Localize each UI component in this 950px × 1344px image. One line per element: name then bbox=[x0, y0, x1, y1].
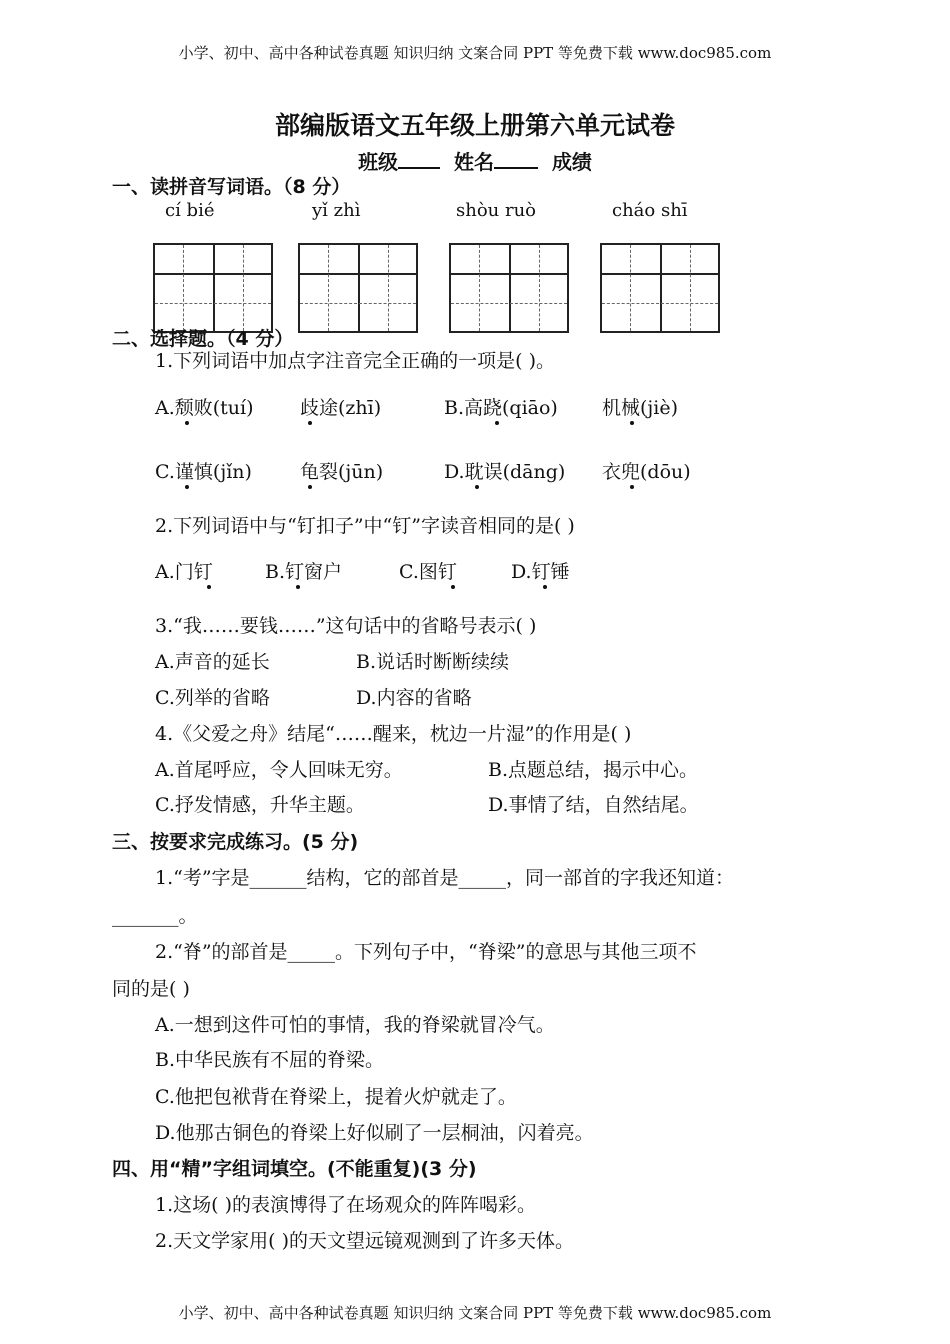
q2-4-option-a[interactable]: A.首尾呼应，令人回味无穷。 bbox=[155, 759, 403, 781]
q2-1-option-d[interactable]: D.耽误(dāng) bbox=[444, 461, 566, 483]
emphasis-dot bbox=[296, 585, 300, 589]
q2-2-option-c[interactable]: C.图钉 bbox=[399, 561, 457, 583]
q2-1-option-c-word2: 龟裂(jūn) bbox=[300, 461, 384, 483]
q2-1-option-b[interactable]: B.高跷(qiāo) bbox=[444, 397, 558, 419]
pinyin-2: yǐ zhì bbox=[312, 200, 361, 221]
page-footer: 小学、初中、高中各种试卷真题 知识归纳 文案合同 PPT 等免费下载 www.doc985.com bbox=[178, 1304, 772, 1322]
q3-2-option-c[interactable]: C.他把包袱背在脊梁上，提着火炉就走了。 bbox=[155, 1086, 517, 1108]
q2-3-option-c[interactable]: C.列举的省略 bbox=[155, 687, 270, 709]
class-label: 班级 bbox=[358, 150, 399, 174]
q2-1-option-a-word2: 歧途(zhī) bbox=[300, 397, 382, 419]
emphasis-dot bbox=[475, 485, 479, 489]
emphasis-dot bbox=[630, 485, 634, 489]
pinyin-3: shòu ruò bbox=[456, 200, 537, 221]
q3-2-option-d[interactable]: D.他那古铜色的脊梁上好似刷了一层桐油，闪着亮。 bbox=[155, 1122, 594, 1144]
q2-1-option-d-word2: 衣兜(dōu) bbox=[602, 461, 691, 483]
q2-1-option-b-word2: 机械(jiè) bbox=[602, 397, 679, 419]
emphasis-dot bbox=[630, 421, 634, 425]
page-header: 小学、初中、高中各种试卷真题 知识归纳 文案合同 PPT 等免费下载 www.doc985.com bbox=[178, 44, 772, 62]
q2-2-option-a[interactable]: A.门钉 bbox=[155, 561, 213, 583]
q4-2: 2.天文学家用( )的天文望远镜观测到了许多天体。 bbox=[155, 1230, 574, 1252]
q2-2-stem: 2.下列词语中与“钉扣子”中“钉”字读音相同的是( ) bbox=[155, 515, 575, 537]
emphasis-dot bbox=[543, 585, 547, 589]
writing-grid-3[interactable] bbox=[449, 243, 569, 333]
q2-3-option-a[interactable]: A.声音的延长 bbox=[155, 651, 270, 673]
section-2-heading: 二、选择题。（4 分） bbox=[112, 328, 294, 350]
q2-1-option-c[interactable]: C.谨慎(jǐn) bbox=[155, 461, 252, 483]
q4-1: 1.这场( )的表演博得了在场观众的阵阵喝彩。 bbox=[155, 1194, 536, 1216]
page-title: 部编版语文五年级上册第六单元试卷 bbox=[274, 111, 675, 140]
q3-2-option-a[interactable]: A.一想到这件可怕的事情，我的脊梁就冒冷气。 bbox=[155, 1014, 555, 1036]
q2-4-option-c[interactable]: C.抒发情感，升华主题。 bbox=[155, 794, 365, 816]
q2-3-option-b[interactable]: B.说话时断断续续 bbox=[356, 651, 510, 673]
emphasis-dot bbox=[185, 421, 189, 425]
emphasis-dot bbox=[207, 585, 211, 589]
pinyin-1: cí bié bbox=[165, 200, 215, 221]
q2-2-option-d[interactable]: D.钉锤 bbox=[511, 561, 570, 583]
section-4-heading: 四、用“精”字组词填空。(不能重复)(3 分) bbox=[112, 1158, 477, 1180]
writing-grid-2[interactable] bbox=[298, 243, 418, 333]
emphasis-dot bbox=[308, 485, 312, 489]
section-3-heading: 三、按要求完成练习。(5 分) bbox=[112, 831, 359, 853]
class-blank[interactable] bbox=[398, 149, 440, 169]
q2-4-stem: 4.《父爱之舟》结尾“……醒来，枕边一片湿”的作用是( ) bbox=[155, 723, 632, 745]
q3-1-line1: 1.“考”字是______结构，它的部首是_____，同一部首的字我还知道： bbox=[155, 867, 735, 889]
q2-1-stem: 1.下列词语中加点字注音完全正确的一项是( )。 bbox=[155, 350, 555, 372]
q3-2-line1: 2.“脊”的部首是_____。下列句子中，“脊梁”的意思与其他三项不 bbox=[155, 941, 697, 963]
q2-3-option-d[interactable]: D.内容的省略 bbox=[356, 687, 472, 709]
q3-2-line2: 同的是( ) bbox=[112, 978, 190, 1000]
emphasis-dot bbox=[451, 585, 455, 589]
score-label: 成绩 bbox=[551, 150, 592, 174]
name-blank[interactable] bbox=[494, 149, 538, 169]
q2-3-stem: 3.“我……要钱……”这句话中的省略号表示( ) bbox=[155, 615, 537, 637]
pinyin-4: cháo shī bbox=[612, 200, 688, 221]
writing-grid-1[interactable] bbox=[153, 243, 273, 333]
q2-2-option-b[interactable]: B.钉窗户 bbox=[265, 561, 343, 583]
q3-2-option-b[interactable]: B.中华民族有不屈的脊梁。 bbox=[155, 1049, 385, 1071]
q2-4-option-d[interactable]: D.事情了结，自然结尾。 bbox=[488, 794, 699, 816]
section-1-heading: 一、读拼音写词语。（8 分） bbox=[112, 176, 351, 198]
student-info-line bbox=[0, 146, 950, 175]
q2-1-option-a[interactable]: A.颓败(tuí) bbox=[155, 397, 254, 419]
writing-grid-4[interactable] bbox=[600, 243, 720, 333]
emphasis-dot bbox=[495, 421, 499, 425]
q2-4-option-b[interactable]: B.点题总结，揭示中心。 bbox=[488, 759, 699, 781]
emphasis-dot bbox=[308, 421, 312, 425]
name-label: 姓名 bbox=[454, 150, 494, 174]
q3-1-line2: _______。 bbox=[112, 905, 198, 927]
emphasis-dot bbox=[185, 485, 189, 489]
